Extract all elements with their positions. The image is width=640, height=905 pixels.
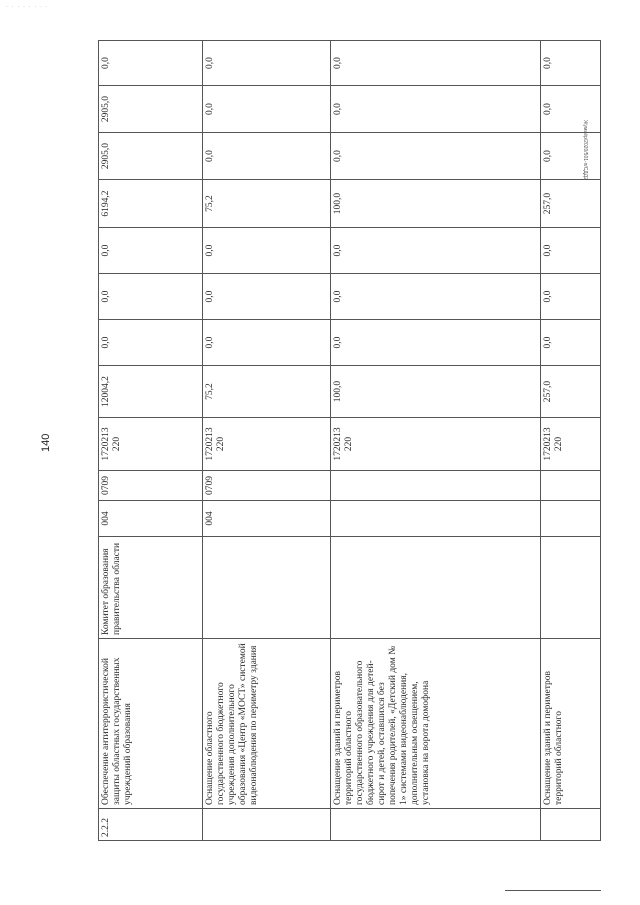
value-year2: 2905,0 [99,133,203,180]
value-year1: 257,0 [541,180,601,228]
corner-mark: · · · · · · · · [6,4,49,10]
table-row [541,41,601,841]
value-total: 257,0 [541,366,601,418]
value-local: 0,0 [99,274,203,320]
table-row [99,41,203,841]
value-local: 0,0 [541,274,601,320]
table-row [203,41,331,841]
value-local: 0,0 [331,274,541,320]
value-year4: 0,0 [331,41,541,86]
target-article-code: 1720213 220 [541,418,601,471]
row-number [203,809,331,841]
value-year3: 0,0 [541,86,601,133]
value-other: 0,0 [541,228,601,274]
value-year4: 0,0 [203,41,331,86]
table-row [331,41,541,841]
row-number [541,809,601,841]
side-note: Жумаёр/2020/501-п/СДД2 [582,120,588,180]
value-year4: 0,0 [99,41,203,86]
value-year4: 0,0 [541,41,601,86]
value-total: 12004,2 [99,366,203,418]
value-federal: 0,0 [331,320,541,366]
section-code: 0709 [203,471,331,501]
row-number [331,809,541,841]
target-article-code: 1720213 220 [99,418,203,471]
value-federal: 0,0 [99,320,203,366]
page-number: 140 [40,433,52,452]
value-other: 0,0 [331,228,541,274]
measure-name: Оснащение областного государственного бюджетного учреждения дополнительного образования «Центр «МОСТ» системой видеонаблюдения по периметру здания [203,639,331,809]
executor: Комитет образования правительства области [99,537,203,639]
value-federal: 0,0 [541,320,601,366]
value-federal: 0,0 [203,320,331,366]
section-code [541,471,601,501]
section-code: 0709 [99,471,203,501]
section-code [331,471,541,501]
value-other: 0,0 [203,228,331,274]
budget-table [98,40,601,841]
value-local: 0,0 [203,274,331,320]
bottom-divider [505,890,601,891]
grbs-code [331,501,541,537]
executor [203,537,331,639]
value-year2: 0,0 [331,133,541,180]
value-total: 75,2 [203,366,331,418]
executor [541,537,601,639]
executor [331,537,541,639]
grbs-code: 004 [99,501,203,537]
target-article-code: 1720213 220 [331,418,541,471]
budget-table-rotated [98,41,566,841]
grbs-code [541,501,601,537]
value-year2: 0,0 [541,133,601,180]
row-number: 2.2.2 [99,809,203,841]
value-total: 100,0 [331,366,541,418]
measure-name: Обеспечение антитеррористической защиты областных государственных учреждений образования [99,639,203,809]
value-year1: 100,0 [331,180,541,228]
value-year3: 0,0 [203,86,331,133]
value-other: 0,0 [99,228,203,274]
value-year1: 6194,2 [99,180,203,228]
measure-name: Оснащение зданий и периметров территорий областного государственного образовательного бюджетного учреждения для детей-сирот и детей, оставшихся без попечения родителей, «Детский дом № 1» системами видеонаблюдения, дополнительным освещением, установка на ворота домофона [331,639,541,809]
measure-name: Оснащение зданий и периметров территорий областного [541,639,601,809]
target-article-code: 1720213 220 [203,418,331,471]
grbs-code: 004 [203,501,331,537]
value-year3: 2905,0 [99,86,203,133]
value-year2: 0,0 [203,133,331,180]
value-year3: 0,0 [331,86,541,133]
value-year1: 75,2 [203,180,331,228]
